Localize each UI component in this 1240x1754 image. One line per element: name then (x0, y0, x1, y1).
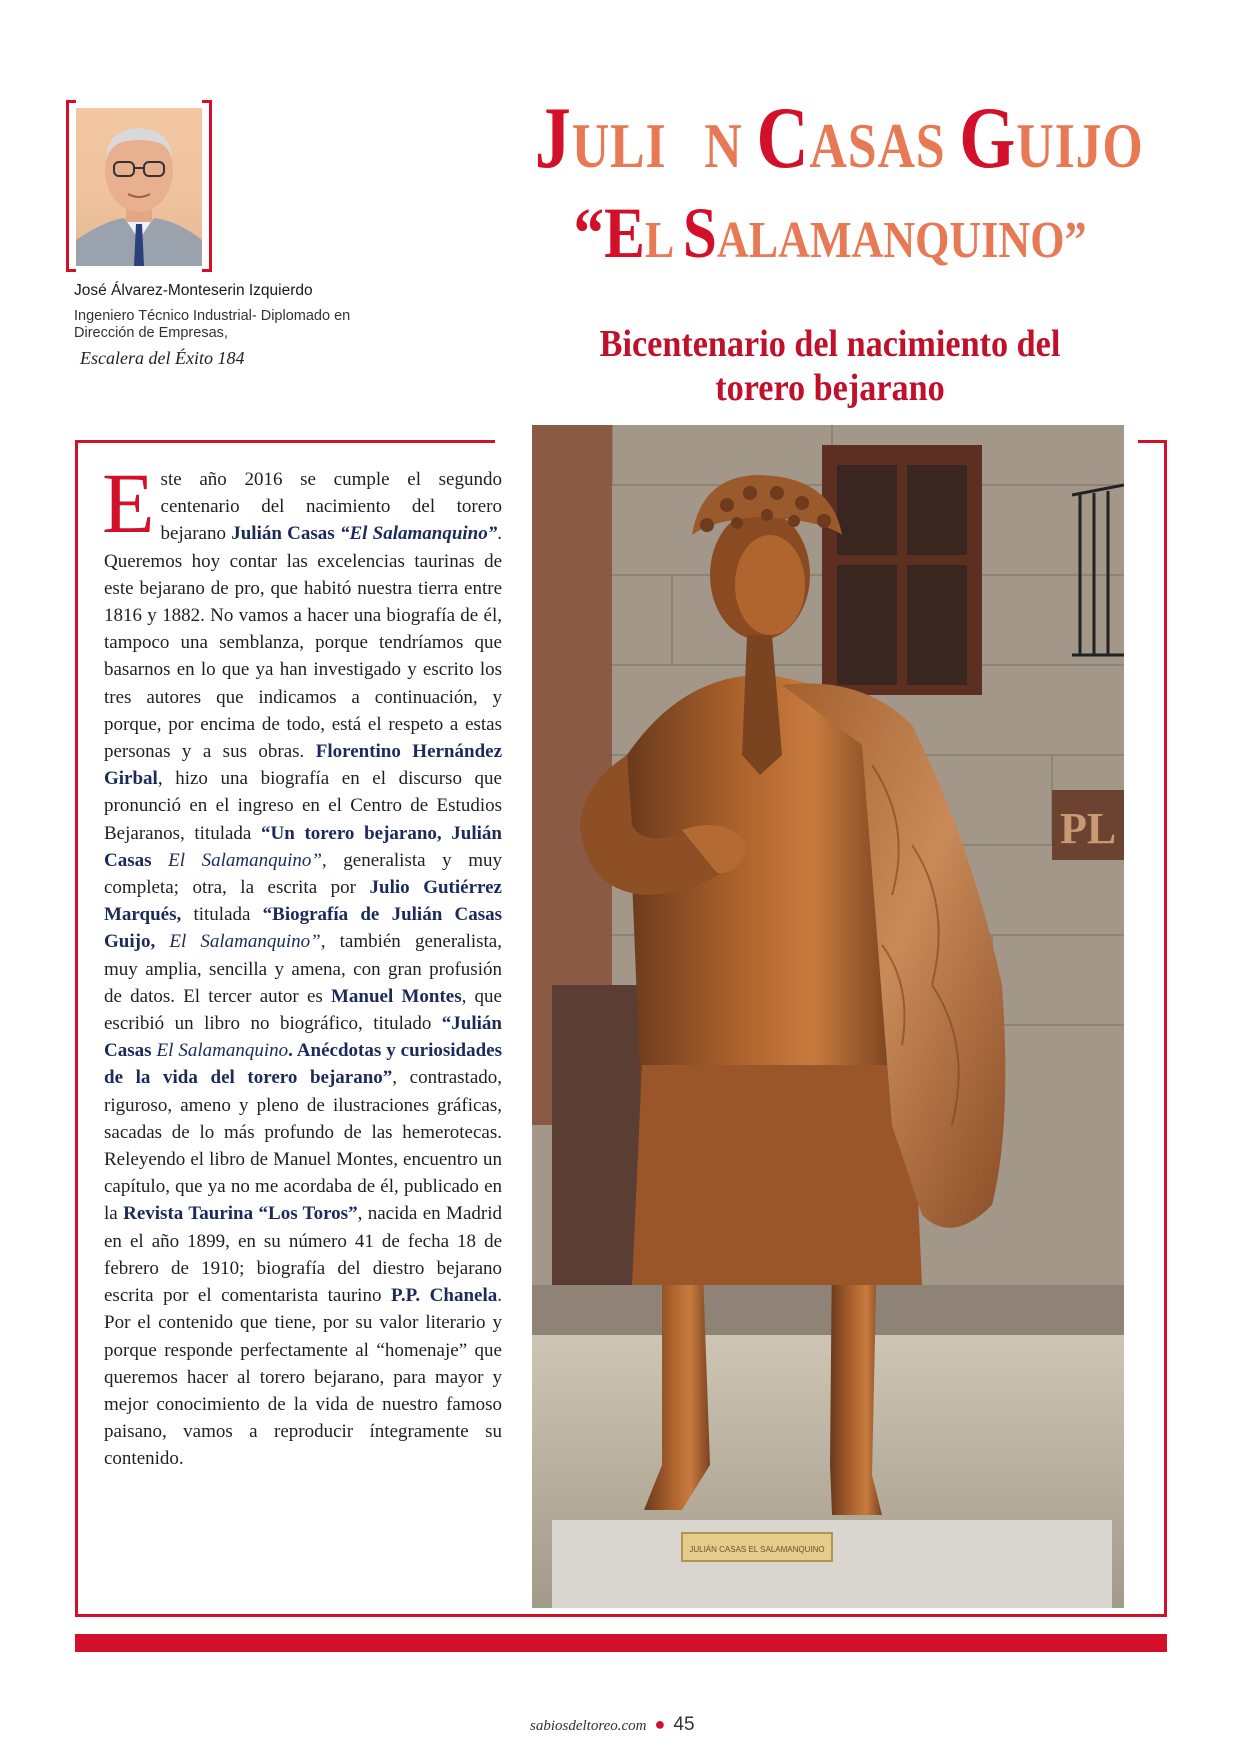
frame-bracket-right (202, 100, 212, 272)
body-segment: . Por el contenido que tiene, por su valor literario y porque responde perfectamente al “homenaje” que queremos hacer al torero bejarano, para mayor y mejor conocimiento de la vida de nuestro famoso paisano, vamos a reproducir íntegramente su contenido. (104, 1285, 502, 1470)
body-segment: , nacida en Madrid en el año 1899, en su número 41 de fecha 18 de febrero de 1910; biografía del diestro bejarano escrita por el comentarista taurino (104, 1203, 502, 1307)
body-segment: . Anécdotas y curiosidades de la vida del torero bejarano” (104, 1040, 503, 1089)
author-affiliation: Escalera del Éxito 184 (80, 348, 245, 368)
article-title (470, 90, 1190, 273)
body-segment: Julián Casas (231, 523, 340, 545)
body-segment: El Salamanquino (156, 1040, 289, 1062)
pedestal-plaque-text: JULIÁN CASAS EL SALAMANQUINO (689, 1545, 825, 1554)
frame-bottom (75, 1614, 1167, 1617)
street-sign-text: PL (1060, 804, 1117, 853)
body-segment: Julio Gutiérrez Marqués, (104, 877, 502, 926)
body-segment: El Salamanquino”, (168, 849, 327, 871)
body-segment: generalista y muy completa; otra, la escrita por (104, 849, 502, 899)
body-segment: “Julián Casas (104, 1013, 502, 1062)
body-segment: , contrastado, riguroso, ameno y pleno de ilustraciones gráficas, sacadas de lo más profundo de las hemerotecas. Releyendo el libro de Manuel Montes, encuentro un capítulo, que ya no me acordaba de él, publicado en la (104, 1067, 502, 1225)
body-segment: P.P. Chanela (390, 1285, 498, 1307)
title-line-2: “EL SALAMANQUINO” (573, 193, 1087, 273)
body-segment: titulada (181, 904, 263, 926)
bottom-accent-bar (75, 1634, 1167, 1652)
author-photo-frame (66, 100, 212, 272)
footer-site: sabiosdeltoreo.com (530, 1718, 647, 1734)
article-body (102, 455, 503, 1473)
article-subtitle: Bicentenario del nacimiento del torero bejarano (599, 323, 1061, 409)
body-segment: El Salamanquino”, (169, 931, 326, 953)
body-segment: , que escribió un libro no biográfico, titulado (104, 985, 502, 1035)
frame-left (75, 440, 78, 1617)
frame-bracket-left (66, 100, 76, 272)
body-segment: Revista Taurina “Los Toros” (123, 1203, 358, 1225)
body-segment: ste año 2016 se cumple el segundo centenario del nacimiento del torero bejarano (160, 469, 502, 545)
statue-photo (532, 425, 1124, 1608)
body-segment: “El Salamanquino” (339, 523, 498, 545)
body-segment: “Un torero bejarano, Julián Casas (104, 822, 502, 871)
body-segment: . Queremos hoy contar las excelencias taurinas de este bejarano de pro, que habitó nuestra tierra entre 1816 y 1882. No vamos a hacer una biografía de él, tampoco una semblanza, porque tendríamos que basarnos en lo que ya han investigado y escrito los tres autores que indicamos a continuación, y porque, por encima de todo, está el respeto a estas personas y a sus obras. (104, 523, 503, 763)
footer-bullet: ● (654, 1714, 666, 1734)
article-body-text (102, 455, 503, 1470)
author-name: José Álvarez-Monteserin Izquierdo (74, 282, 313, 299)
page-number: 45 (673, 1714, 695, 1735)
body-segment: Florentino Hernández Girbal (104, 741, 502, 790)
author-title: Ingeniero Técnico Industrial- Diplomado en Dirección de Empresas, (74, 308, 351, 341)
frame-top-left (75, 440, 495, 443)
body-segment: “Biografía de Julián Casas Guijo, (104, 904, 502, 953)
author-portrait (76, 108, 202, 266)
body-segment: , hizo una biografía en el discurso que pronunció en el ingreso en el Centro de Estudios Bejaranos, titulada (104, 768, 502, 844)
body-segment: también generalista, muy amplia, sencilla y amena, con gran profusión de datos. El tercer autor es (104, 931, 502, 1007)
page-footer (530, 1714, 770, 1736)
body-segment: Manuel Montes (330, 985, 462, 1007)
drop-cap: E (102, 455, 155, 551)
frame-top-right (1138, 440, 1167, 443)
title-line-1: JULI N CASAS GUIJO (534, 90, 1144, 187)
frame-right (1164, 440, 1167, 1617)
